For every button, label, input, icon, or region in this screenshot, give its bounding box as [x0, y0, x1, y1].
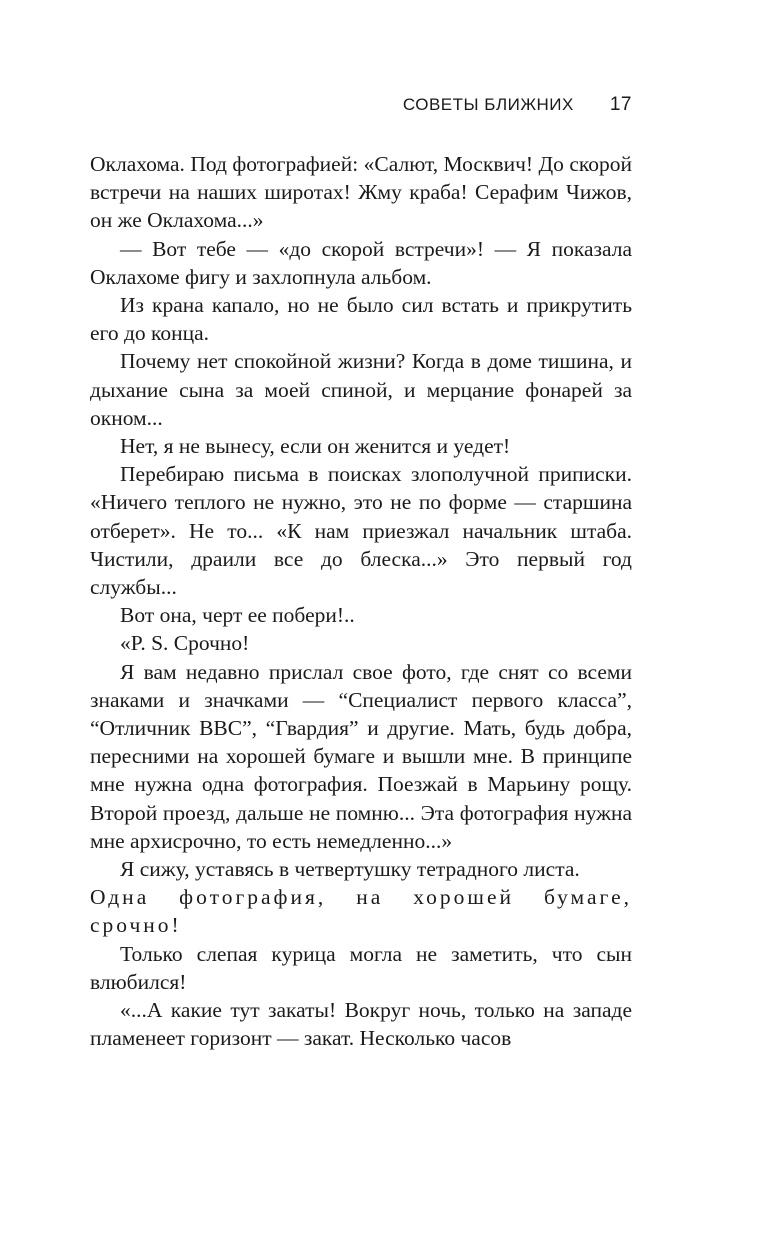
paragraph: Перебираю письма в поисках злополучной приписки. «Ничего теплого не нужно, это не по форме — старшина отберет». Не то... «К нам приезжал начальник штаба. Чистили, драили все до блеска...» Это первый год службы... — [90, 462, 632, 600]
paragraph: Нет, я не вынесу, если он женится и уедет! — [120, 434, 511, 459]
paragraph: «...А какие тут закаты! Вокруг ночь, только на западе пламенеет горизонт — закат. Несколько часов — [90, 998, 632, 1051]
paragraph: Оклахома. Под фотографией: «Салют, Москвич! До скорой встречи на наших широтах! Жму краба! Серафим Чижов, он же Оклахома...» — [90, 152, 632, 233]
paragraph: — Вот тебе — «до скорой встречи»! — Я показала Оклахоме фигу и захлопнула альбом. — [90, 236, 632, 289]
paragraph: Я вам недавно прислал свое фото, где снят со всеми знаками и значками — “Специалист первого класса”, “Отличник ВВС”, “Гвардия” и другие. Мать, будь добра, пересними на хорошей бумаге и вышли мне. В принципе мне нужна одна фотография. Поезжай в Марьину рощу. Второй проезд, дальше не помню... Эта фотография нужна мне архисрочно, то есть немедленно...» — [90, 659, 632, 853]
running-header — [90, 94, 632, 118]
paragraph: «P. S. Срочно! — [120, 631, 250, 656]
page-number: 17 — [609, 94, 632, 115]
paragraph: Из крана капало, но не было сил встать и прикрутить его до конца. — [90, 293, 632, 346]
running-title: СОВЕТЫ БЛИЖНИХ — [402, 95, 574, 114]
paragraph: Почему нет спокойной жизни? Когда в доме тишина, и дыхание сына за моей спиной, и мерцание фонарей за окном... — [90, 349, 632, 430]
paragraph-spaced-emphasis: Одна фотография, на хорошей бумаге, срочно! — [90, 885, 632, 938]
paragraph: Я сижу, уставясь в четвертушку тетрадного листа. — [120, 857, 580, 882]
paragraph: Вот она, черт ее побери!.. — [120, 603, 355, 628]
paragraph: Только слепая курица могла не заметить, что сын влюбился! — [90, 941, 632, 994]
body-text — [90, 150, 632, 1053]
